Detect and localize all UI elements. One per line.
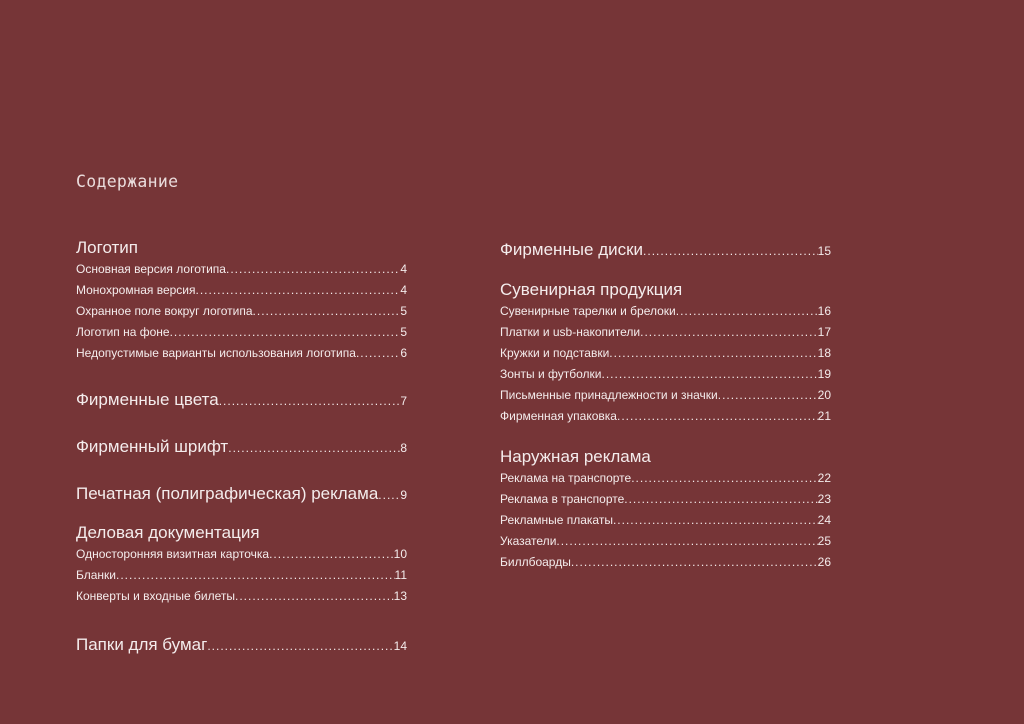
toc-section-font	[76, 436, 407, 459]
toc-entry-label: Односторонняя визитная карточка	[76, 547, 270, 561]
toc-leader-dots	[617, 406, 818, 427]
toc-entry[interactable]	[76, 436, 407, 459]
toc-entry[interactable]	[76, 586, 407, 607]
toc-entry-label: Логотип на фоне	[76, 325, 170, 339]
toc-section-business-docs	[76, 522, 407, 607]
toc-entry[interactable]	[500, 364, 831, 385]
toc-entry-label: Зонты и футболки	[500, 367, 602, 381]
toc-leader-dots	[269, 544, 394, 565]
toc-entry[interactable]	[500, 552, 831, 573]
toc-entry-label: Недопустимые варианты использования логотипа	[76, 346, 356, 360]
toc-entry-page: 5	[400, 325, 407, 339]
toc-leader-dots	[624, 489, 817, 510]
toc-entry-label: Реклама в транспорте	[500, 492, 625, 506]
toc-entry-page: 10	[393, 547, 407, 561]
toc-entry-page: 4	[400, 283, 407, 297]
toc-section-heading: Печатная (полиграфическая) реклама	[76, 484, 379, 503]
toc-entry-page: 19	[817, 367, 831, 381]
toc-entry-page: 9	[400, 488, 407, 502]
toc-leader-dots	[170, 322, 401, 343]
toc-leader-dots	[631, 468, 817, 489]
toc-entry-label: Указатели	[500, 534, 557, 548]
toc-entry[interactable]	[500, 385, 831, 406]
toc-left-column	[76, 0, 407, 724]
toc-entry-page: 20	[817, 388, 831, 402]
toc-entry-page: 18	[817, 346, 831, 360]
toc-entry-page: 15	[817, 244, 831, 258]
toc-entry-page: 7	[400, 394, 407, 408]
toc-entry-page: 5	[400, 304, 407, 318]
toc-leader-dots	[253, 301, 401, 322]
toc-entry-page: 23	[817, 492, 831, 506]
toc-section-logo	[76, 237, 407, 364]
toc-section-heading: Фирменные диски	[500, 240, 644, 259]
toc-entry[interactable]	[76, 483, 407, 506]
toc-leader-dots	[640, 322, 818, 343]
toc-entry-page: 14	[393, 639, 407, 653]
toc-entry-page: 13	[393, 589, 407, 603]
toc-section-heading: Логотип	[76, 238, 139, 257]
toc-entry-page: 4	[400, 262, 407, 276]
toc-section-print-ads	[76, 483, 407, 506]
toc-entry[interactable]	[76, 343, 407, 364]
toc-entry-label: Письменные принадлежности и значки	[500, 388, 718, 402]
toc-leader-dots	[609, 343, 817, 364]
toc-entry[interactable]	[76, 259, 407, 280]
toc-entry-page: 26	[817, 555, 831, 569]
toc-entry[interactable]	[500, 531, 831, 552]
toc-right-column	[500, 0, 831, 724]
toc-leader-dots	[556, 531, 817, 552]
toc-section-heading: Деловая документация	[76, 523, 260, 542]
toc-leader-dots	[676, 301, 818, 322]
toc-entry-page: 8	[400, 441, 407, 455]
toc-entry-page: 11	[394, 568, 407, 582]
toc-entry-page: 17	[817, 325, 831, 339]
toc-entry[interactable]	[76, 280, 407, 301]
toc-entry-page: 25	[817, 534, 831, 548]
toc-entry-label: Охранное поле вокруг логотипа	[76, 304, 253, 318]
toc-entry-page: 16	[817, 304, 831, 318]
toc-entry[interactable]	[500, 322, 831, 343]
toc-section-discs	[500, 239, 831, 262]
toc-entry[interactable]	[76, 322, 407, 343]
toc-section-outdoor-ads	[500, 446, 831, 573]
toc-leader-dots	[219, 390, 401, 412]
toc-leader-dots	[196, 280, 401, 301]
toc-entry-label: Фирменная упаковка	[500, 409, 617, 423]
toc-entry[interactable]	[500, 510, 831, 531]
toc-entry-label: Монохромная версия	[76, 283, 196, 297]
toc-entry[interactable]	[500, 301, 831, 322]
toc-entry-page: 6	[400, 346, 407, 360]
toc-section-heading: Папки для бумаг	[76, 635, 208, 654]
toc-entry[interactable]	[500, 468, 831, 489]
toc-entry-label: Конверты и входные билеты	[76, 589, 235, 603]
toc-entry-page: 24	[817, 513, 831, 527]
toc-section-souvenirs	[500, 279, 831, 427]
toc-entry[interactable]	[500, 239, 831, 262]
toc-section-heading: Сувенирная продукция	[500, 280, 683, 299]
toc-entry[interactable]	[76, 389, 407, 412]
toc-entry[interactable]	[500, 489, 831, 510]
toc-leader-dots	[643, 240, 818, 262]
toc-entry-label: Сувенирные тарелки и брелоки	[500, 304, 676, 318]
toc-section-heading: Фирменные цвета	[76, 390, 219, 409]
toc-section-heading: Фирменный шрифт	[76, 437, 229, 456]
toc-entry-label: Бланки	[76, 568, 116, 582]
toc-entry[interactable]	[76, 301, 407, 322]
toc-section-colors	[76, 389, 407, 412]
toc-leader-dots	[207, 635, 393, 657]
page-title: Содержание	[76, 172, 179, 191]
toc-entry-label: Основная версия логотипа	[76, 262, 226, 276]
toc-leader-dots	[613, 510, 818, 531]
toc-entry-page: 21	[817, 409, 831, 423]
toc-section-heading: Наружная реклама	[500, 447, 651, 466]
toc-entry-label: Кружки и подставки	[500, 346, 610, 360]
toc-entry[interactable]	[76, 634, 407, 657]
toc-leader-dots	[226, 259, 400, 280]
toc-leader-dots	[378, 484, 400, 506]
toc-entry[interactable]	[500, 406, 831, 427]
toc-entry[interactable]	[76, 544, 407, 565]
toc-entry[interactable]	[500, 343, 831, 364]
toc-leader-dots	[235, 586, 394, 607]
toc-entry-label: Реклама на транспорте	[500, 471, 632, 485]
toc-leader-dots	[356, 343, 400, 364]
toc-leader-dots	[116, 565, 395, 586]
toc-entry-label: Платки и usb-накопители	[500, 325, 641, 339]
toc-entry-page: 22	[817, 471, 831, 485]
toc-section-folders	[76, 634, 407, 657]
toc-leader-dots	[602, 364, 818, 385]
toc-entry[interactable]	[76, 565, 407, 586]
toc-leader-dots	[228, 437, 400, 459]
toc-entry-label: Рекламные плакаты	[500, 513, 613, 527]
toc-leader-dots	[718, 385, 818, 406]
toc-leader-dots	[571, 552, 818, 573]
toc-entry-label: Биллбоарды	[500, 555, 571, 569]
